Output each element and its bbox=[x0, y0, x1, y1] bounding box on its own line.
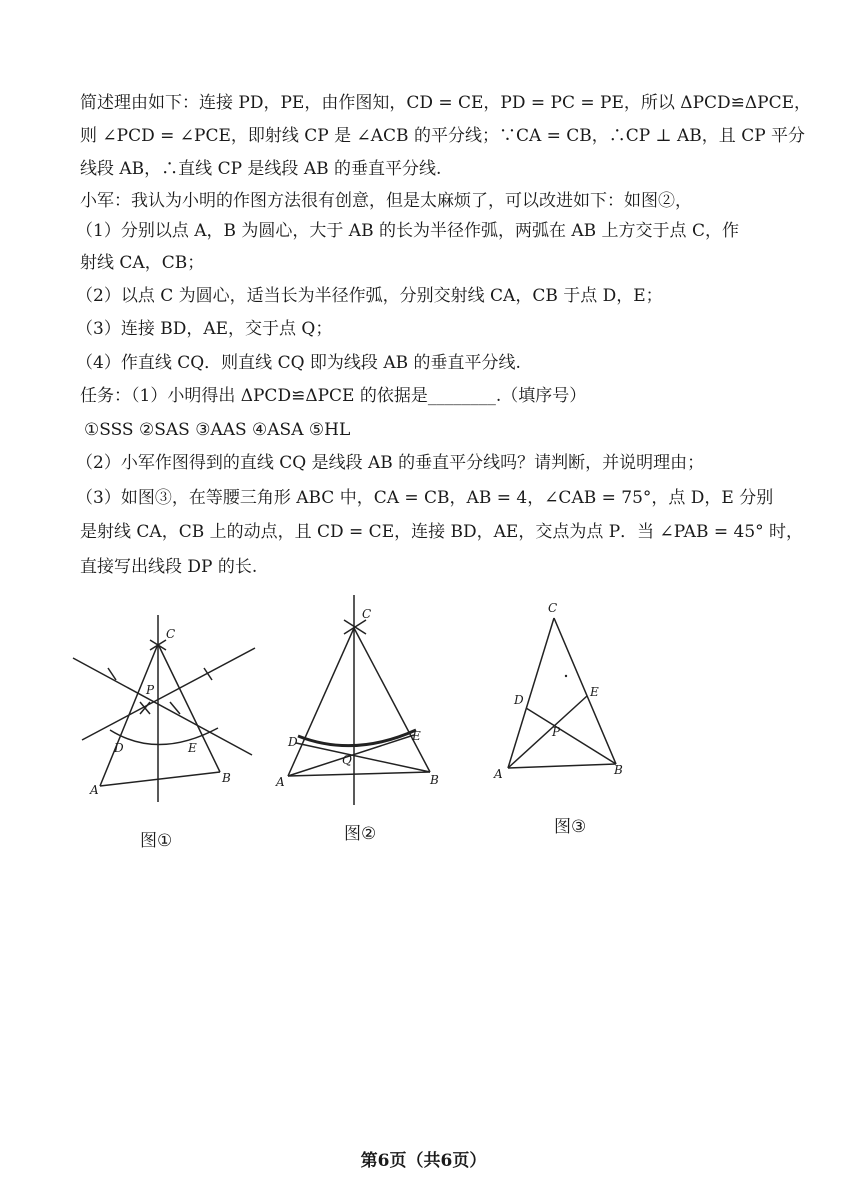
figure-3-caption: 图③ bbox=[554, 817, 587, 837]
answer-options: ①SSS ②SAS ③AAS ④ASA ⑤HL bbox=[84, 420, 351, 440]
label-e: E bbox=[590, 685, 599, 699]
text-line-12: （2）小军作图得到的直线 CQ 是线段 AB 的垂直平分线吗？请判断，并说明理由； bbox=[76, 453, 705, 473]
text-line-14: 是射线 CA，CB 上的动点，且 CD = CE，连接 BD，AE，交点为点 P．当 ∠PAB = 45° 时， bbox=[80, 522, 804, 542]
label-a: A bbox=[90, 783, 99, 797]
label-b: B bbox=[430, 773, 439, 787]
text-line-3: 线段 AB，∴直线 CP 是线段 AB 的垂直平分线. bbox=[80, 159, 442, 179]
label-c: C bbox=[362, 607, 372, 621]
text-line-8: （3）连接 BD，AE，交于点 Q； bbox=[76, 319, 333, 339]
label-e: E bbox=[412, 729, 421, 743]
figure-2-caption: 图② bbox=[344, 824, 377, 844]
label-b: B bbox=[614, 763, 623, 777]
figure-1 bbox=[70, 610, 270, 810]
label-p: P bbox=[146, 683, 155, 697]
text-line-9: （4）作直线 CQ．则直线 CQ 即为线段 AB 的垂直平分线. bbox=[76, 353, 521, 373]
label-p: P bbox=[552, 725, 561, 739]
label-d: D bbox=[114, 741, 124, 755]
text-line-2: 则 ∠PCD = ∠PCE，即射线 CP 是 ∠ACB 的平分线；∵CA = CB，∴CP ⊥ AB，且 CP 平分 bbox=[80, 126, 806, 146]
text-line-7: （2）以点 C 为圆心，适当长为半径作弧，分别交射线 CA，CB 于点 D，E； bbox=[76, 286, 663, 306]
label-a: A bbox=[494, 767, 503, 781]
figure-1-caption: 图① bbox=[140, 831, 173, 851]
label-d: D bbox=[514, 693, 524, 707]
label-d: D bbox=[288, 735, 298, 749]
page-footer: 第6页（共6页） bbox=[360, 1151, 487, 1171]
text-line-4: 小军：我认为小明的作图方法很有创意，但是太麻烦了，可以改进如下：如图②， bbox=[80, 191, 692, 211]
text-line-5: （1）分别以点 A，B 为圆心，大于 AB 的长为半径作弧，两弧在 AB 上方交于点 C，作 bbox=[76, 221, 739, 241]
text-line-15: 直接写出线段 DP 的长. bbox=[80, 557, 258, 577]
label-q: Q bbox=[342, 753, 352, 767]
text-line-13: （3）如图③，在等腰三角形 ABC 中，CA = CB，AB = 4，∠CAB = 75°，点 D，E 分别 bbox=[76, 488, 774, 508]
label-a: A bbox=[276, 775, 285, 789]
text-line-1: 简述理由如下：连接 PD，PE，由作图知，CD = CE，PD = PC = PE，所以 ΔPCD≌ΔPCE， bbox=[80, 93, 812, 113]
figure-3 bbox=[490, 596, 640, 786]
text-line-10: 任务：（1）小明得出 ΔPCD≌ΔPCE 的依据是________.（填序号） bbox=[80, 386, 587, 406]
label-e: E bbox=[188, 741, 197, 755]
text-line-6: 射线 CA，CB； bbox=[80, 253, 205, 273]
label-b: B bbox=[222, 771, 231, 785]
label-c: C bbox=[548, 601, 558, 615]
label-c: C bbox=[166, 627, 176, 641]
figure-2 bbox=[270, 590, 450, 810]
